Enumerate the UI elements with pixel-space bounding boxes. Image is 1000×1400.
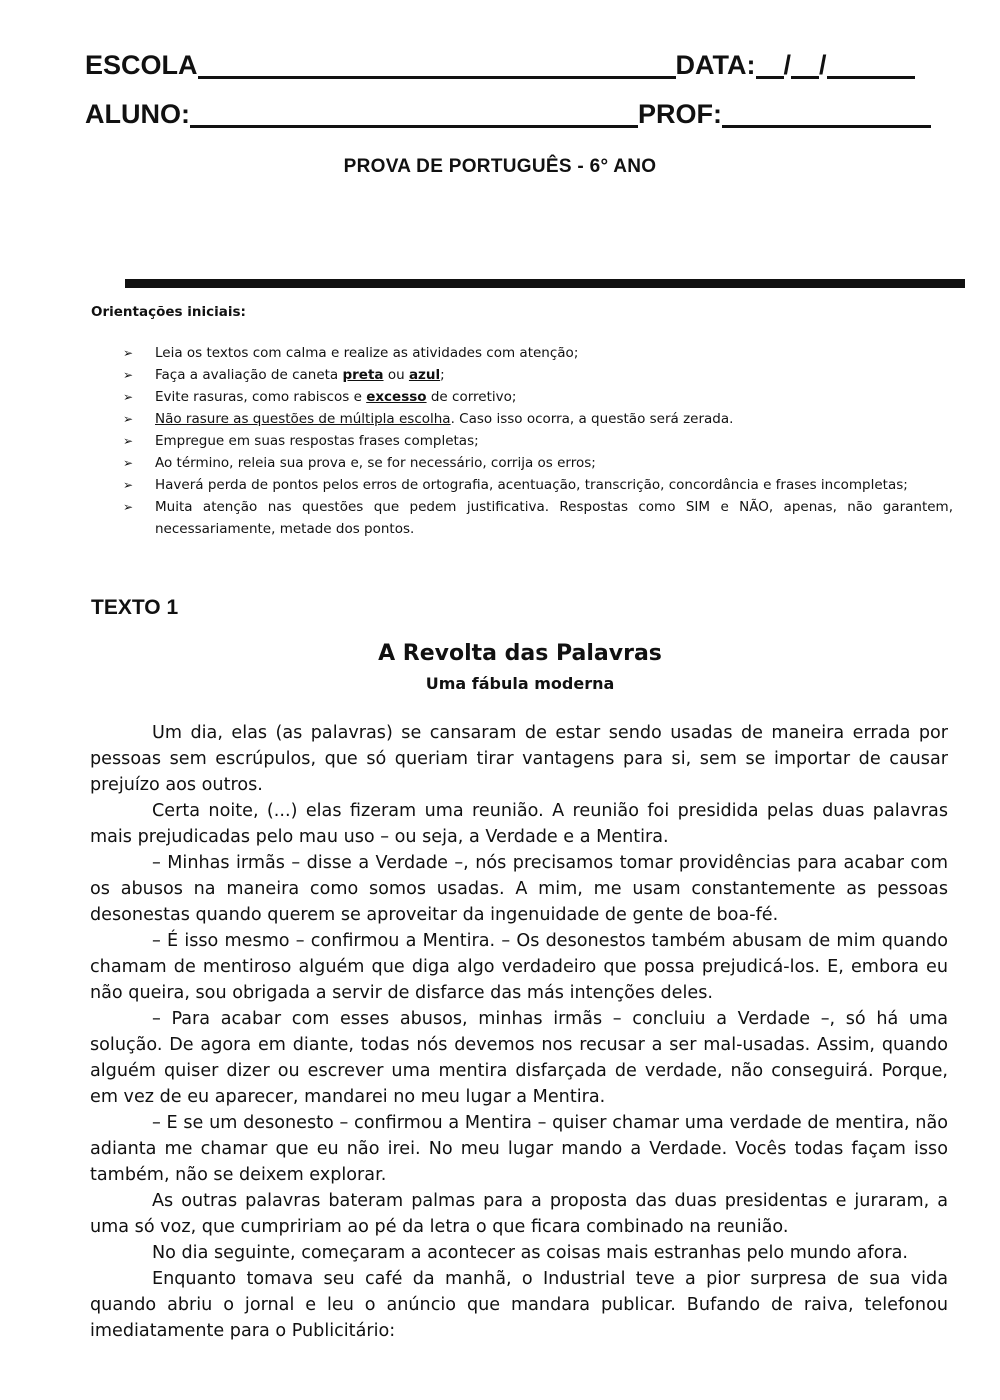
bullet-arrow-icon: ➢ (123, 434, 134, 448)
story-paragraph: – Minhas irmãs – disse a Verdade –, nós precisamos tomar providências para acabar com os abusos na maneira como somos usadas. A mim, me usam constantemente as pessoas desonestas quando querem se aproveitar da ingenuidade de gente de boa-fé. (90, 853, 948, 925)
orientation-text: Leia os textos com calma e realize as atividades com atenção; (155, 345, 579, 361)
list-item (123, 431, 953, 453)
story-paragraph: As outras palavras bateram palmas para a proposta das duas presidentas e juraram, a uma só voz, que cumpririam ao pé da letra o que ficara combinado na reunião. (90, 1191, 948, 1237)
bullet-arrow-icon: ➢ (123, 368, 134, 382)
prof-label: PROF: (637, 99, 722, 129)
header-row-school (85, 52, 935, 79)
orientation-text: Empregue em suas respostas frases completas; (155, 433, 479, 449)
orientation-text-part: . Caso isso ocorra, a questão será zerada. (450, 411, 734, 427)
data-label: DATA: (675, 50, 756, 80)
story-paragraph: No dia seguinte, começaram a acontecer as coisas mais estranhas pelo mundo afora. (152, 1243, 909, 1263)
story-paragraph: Um dia, elas (as palavras) se cansaram de estar sendo usadas de maneira errada por pessoas sem escrúpulos, que só queriam tirar vantagens para si, sem se importar de causar prejuízo aos outros. (90, 723, 948, 795)
list-item (123, 497, 953, 540)
orientation-text-part: ; (440, 367, 445, 383)
orientation-text: Muita atenção nas questões que pedem justificativa. Respostas como SIM e NÃO, apenas, não garantem, necessariamente, metade dos pontos. (155, 499, 953, 537)
list-item (123, 387, 953, 409)
bullet-arrow-icon: ➢ (123, 390, 134, 404)
list-item (123, 343, 953, 365)
bullet-arrow-icon: ➢ (123, 500, 134, 514)
escola-field[interactable] (198, 53, 676, 79)
story-paragraph: Enquanto tomava seu café da manhã, o Industrial teve a pior surpresa de sua vida quando abriu o jornal e leu o anúncio que mandara publicar. Bufando de raiva, telefonou imediatamente para o Publicitário: (90, 1269, 948, 1341)
list-item (123, 453, 953, 475)
orientation-text-part: Evite rasuras, como rabiscos e (155, 389, 367, 405)
list-item (123, 409, 953, 431)
divider-rule (125, 279, 965, 288)
date-day-field[interactable] (756, 55, 784, 79)
orientation-text-part: ou (383, 367, 409, 383)
escola-label: ESCOLA (85, 50, 198, 80)
orientation-text: Ao término, releia sua prova e, se for necessário, corrija os erros; (155, 455, 596, 471)
aluno-field[interactable] (190, 102, 638, 128)
emphasis-multiple-choice: Não rasure as questões de múltipla escolha (155, 411, 451, 427)
bullet-arrow-icon: ➢ (123, 478, 134, 492)
orientations-title: Orientações iniciais: (91, 304, 246, 320)
emphasis-preta: preta (342, 367, 384, 383)
orientation-text (155, 365, 953, 387)
prof-field[interactable] (722, 102, 931, 128)
story-body (90, 720, 948, 1344)
aluno-label: ALUNO: (85, 99, 190, 129)
bullet-arrow-icon: ➢ (123, 412, 134, 426)
story-subtitle: Uma fábula moderna (425, 674, 615, 693)
date-year-field[interactable] (827, 55, 915, 79)
orientations-list (123, 343, 953, 541)
story-title: A Revolta das Palavras (378, 641, 662, 666)
date-separator: / (819, 50, 827, 80)
list-item (123, 365, 953, 387)
texto-label: TEXTO 1 (91, 596, 179, 619)
orientation-text: Haverá perda de pontos pelos erros de ortografia, acentuação, transcrição, concordância e frases incompletas; (155, 477, 908, 493)
story-paragraph: – Para acabar com esses abusos, minhas irmãs – concluiu a Verdade –, só há uma solução. De agora em diante, todas nós devemos nos recusar a ser mal-usadas. Assim, quando alguém quiser dizer ou escrever uma mentira disfarçada de verdade, não conseguirá. Porque, em vez de eu aparecer, mandarei no meu lugar a Mentira. (90, 1009, 948, 1107)
emphasis-azul: azul (408, 367, 441, 383)
exam-title: PROVA DE PORTUGUÊS - 6° ANO (343, 156, 657, 177)
orientation-text-part: de corretivo; (426, 389, 517, 405)
story-paragraph: – É isso mesmo – confirmou a Mentira. – Os desonestos também abusam de mim quando chamam de mentiroso alguém que diga algo verdadeiro que possa prejudicá-los. E, embora eu não queira, sou obrigada a servir de disfarce das más intenções deles. (90, 931, 948, 1003)
list-item (123, 475, 953, 497)
emphasis-excesso: excesso (366, 389, 427, 405)
bullet-arrow-icon: ➢ (123, 346, 134, 360)
orientation-text-part: Faça a avaliação de caneta (155, 367, 343, 383)
date-month-field[interactable] (791, 55, 819, 79)
story-paragraph: Certa noite, (...) elas fizeram uma reunião. A reunião foi presidida pelas duas palavras mais prejudicadas pelo mau uso – ou seja, a Verdade e a Mentira. (90, 801, 948, 847)
bullet-arrow-icon: ➢ (123, 456, 134, 470)
date-separator: / (783, 50, 792, 80)
orientation-text (155, 409, 953, 431)
story-paragraph: – E se um desonesto – confirmou a Mentira – quiser chamar uma verdade de mentira, não adianta me chamar que eu não irei. No meu lugar mando a Verdade. Vocês todas façam isso também, não se deixem explorar. (90, 1113, 948, 1185)
orientation-text (155, 387, 953, 409)
header-row-student (85, 101, 935, 128)
